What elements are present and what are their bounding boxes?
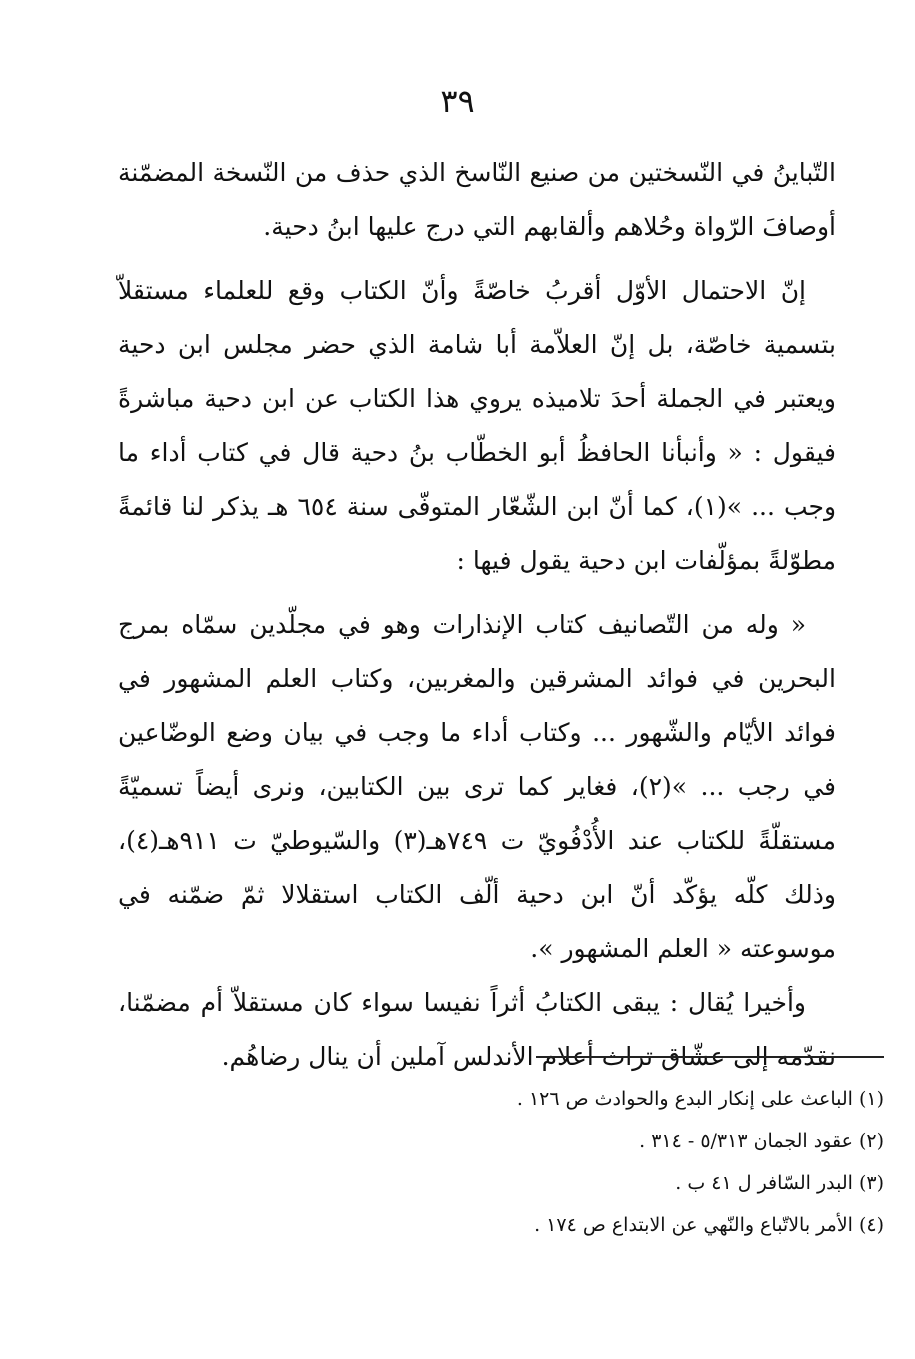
footnote-text: البدر السّافر ل ٤١ ب .: [675, 1172, 853, 1194]
footnotes: [118, 1078, 884, 1246]
footnote-text: الأمر بالاتّباع والنّهي عن الابتداع ص ١٧٤ .: [534, 1214, 853, 1236]
paragraph-4: وأخيرا يُقال : يبقى الكتابُ أثراً نفيسا سواء كان مستقلاّ أم مضمّنا، نقدّمه إلى عشّاق تراث أعلام الأندلس آملين أن ينال رضاهُم.: [118, 988, 836, 1071]
page-number: ٣٩: [440, 82, 475, 120]
footnote-text: عقود الجمان ٥/٣١٣ - ٣١٤ .: [639, 1130, 853, 1152]
footnote-4: [118, 1204, 884, 1246]
paragraph-2: إنّ الاحتمال الأوّل أقربُ خاصّةً وأنّ الكتاب وقع للعلماء مستقلاّ بتسمية خاصّة، بل إنّ العلاّمة أبا شامة الذي حضر مجلس ابن دحية ويعتبر في الجملة أحدَ تلاميذه يروي هذا الكتاب عن ابن دحية مباشرةً فيقول : « وأنبأنا الحافظُ أبو الخطّاب بنُ دحية قال في كتاب أداء ما وجب ... »(١)، كما أنّ ابن الشّعّار المتوفّى سنة ٦٥٤ هـ يذكر لنا قائمةً مطوّلةً بمؤلّفات ابن دحية يقول فيها :: [118, 276, 837, 575]
footnote-1: [118, 1078, 884, 1120]
footnote-divider: [536, 1056, 884, 1058]
body-text: [118, 146, 836, 1084]
footnote-2: [118, 1120, 884, 1162]
footnote-marker: (٣): [858, 1172, 884, 1194]
footnote-marker: (٤): [858, 1214, 884, 1236]
footnote-3: [118, 1162, 884, 1204]
footnote-marker: (٢): [858, 1130, 884, 1152]
paragraph-3: « وله من التّصانيف كتاب الإنذارات وهو في مجلّدين سمّاه بمرج البحرين في فوائد المشرقين والمغربين، وكتاب العلم المشهور في فوائد الأيّام والشّهور ... وكتاب أداء ما وجب في بيان وضع الوضّاعين في رجب ... »(٢)، فغاير كما ترى بين الكتابين، ونرى أيضاً تسميّةً مستقلّةً للكتاب عند الأُدْفُويّ ت ٧٤٩هـ(٣) والسّيوطيّ ت ٩١١هـ(٤)، وذلك كلّه يؤكّد أنّ ابن دحية ألّف الكتاب استقلالا ثمّ ضمّنه في موسوعته « العلم المشهور ».: [118, 610, 836, 963]
footnote-marker: (١): [858, 1088, 884, 1110]
paragraph-1: التّباينُ في النّسختين من صنيع النّاسخ الذي حذف من النّسخة المضمّنة أوصافَ الرّواة وحُلاهم وألقابهم التي درج عليها ابنُ دحية.: [118, 158, 836, 241]
footnote-text: الباعث على إنكار البدع والحوادث ص ١٢٦ .: [516, 1088, 853, 1110]
